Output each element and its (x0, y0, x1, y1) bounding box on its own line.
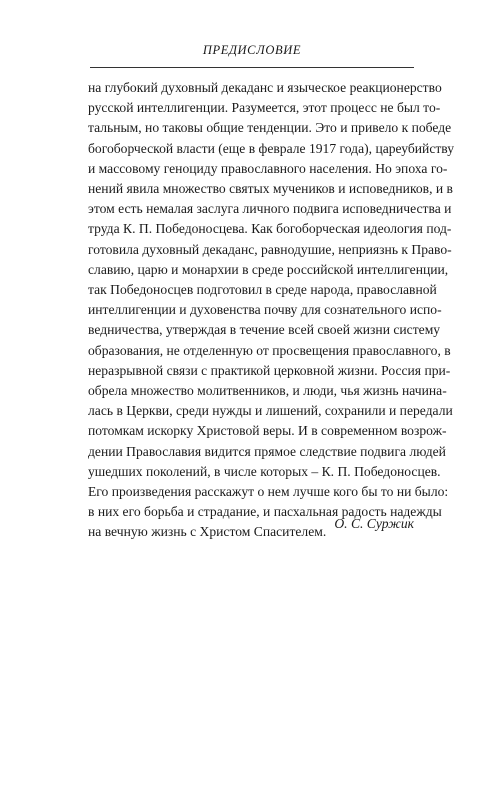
text-line: интеллигенции и духовенства почву для сознательного испо- (88, 302, 442, 318)
text-line: образования, не отделенную от просвещения православного, в (88, 342, 451, 358)
text-line: готовила духовный декаданс, равнодушие, неприязнь к Право- (88, 241, 452, 257)
text-line: труда К. П. Победоносцева. Как богоборческая идеология под- (88, 221, 452, 237)
text-line: дении Православия видится прямое следствие подвига людей (88, 443, 446, 459)
text-line: Его произведения расскажут о нем лучше кого бы то ни было: (88, 484, 449, 500)
text-line: на глубокий духовный декаданс и языческое реакционерство (88, 80, 442, 95)
text-line: потомкам искорку Христовой веры. И в современном возрож- (88, 423, 447, 439)
text-line: ведничества, утверждая в течение всей своей жизни систему (88, 322, 441, 338)
text-line: этом есть немалая заслуга личного подвига исповедничества и (88, 201, 452, 217)
text-line: лась в Церкви, среди нужды и лишений, сохранили и передали (88, 403, 453, 419)
text-line: так Победоносцев подготовил в среде народа, православной (88, 282, 437, 298)
text-line: нений явила множество святых мучеников и исповедников, и в (88, 181, 453, 197)
text-line: славию, царю и монархии в среде российской интеллигенции, (88, 261, 449, 277)
header-divider (90, 67, 414, 68)
text-line: неразрывной связи с практикой церковной жизни. Россия при- (88, 362, 451, 378)
author-signature: О. С. Суржик (334, 516, 414, 531)
text-line: тальным, но таковы общие тенденции. Это и привело к победе (88, 120, 452, 136)
text-line: богоборческой власти (еще в феврале 1917 года), цареубийству (88, 140, 455, 156)
text-line: на вечную жизнь с Христом Спасителем. (88, 524, 327, 540)
text-line: и массовому геноциду православного населения. Но эпоха го- (88, 160, 448, 176)
text-line: ушедших поколений, в числе которых – К. П. Победоносцев. (88, 463, 441, 479)
text-line: в них его борьба и страдание, и пасхальная радость надежды (88, 504, 442, 520)
text-line: обрела множество молитвенников, и люди, чья жизнь начина- (88, 383, 447, 399)
text-line: русской интеллигенции. Разумеется, этот процесс не был то- (88, 100, 441, 116)
preface-body (88, 78, 455, 543)
running-header: ПРЕДИСЛОВИЕ (202, 43, 302, 57)
